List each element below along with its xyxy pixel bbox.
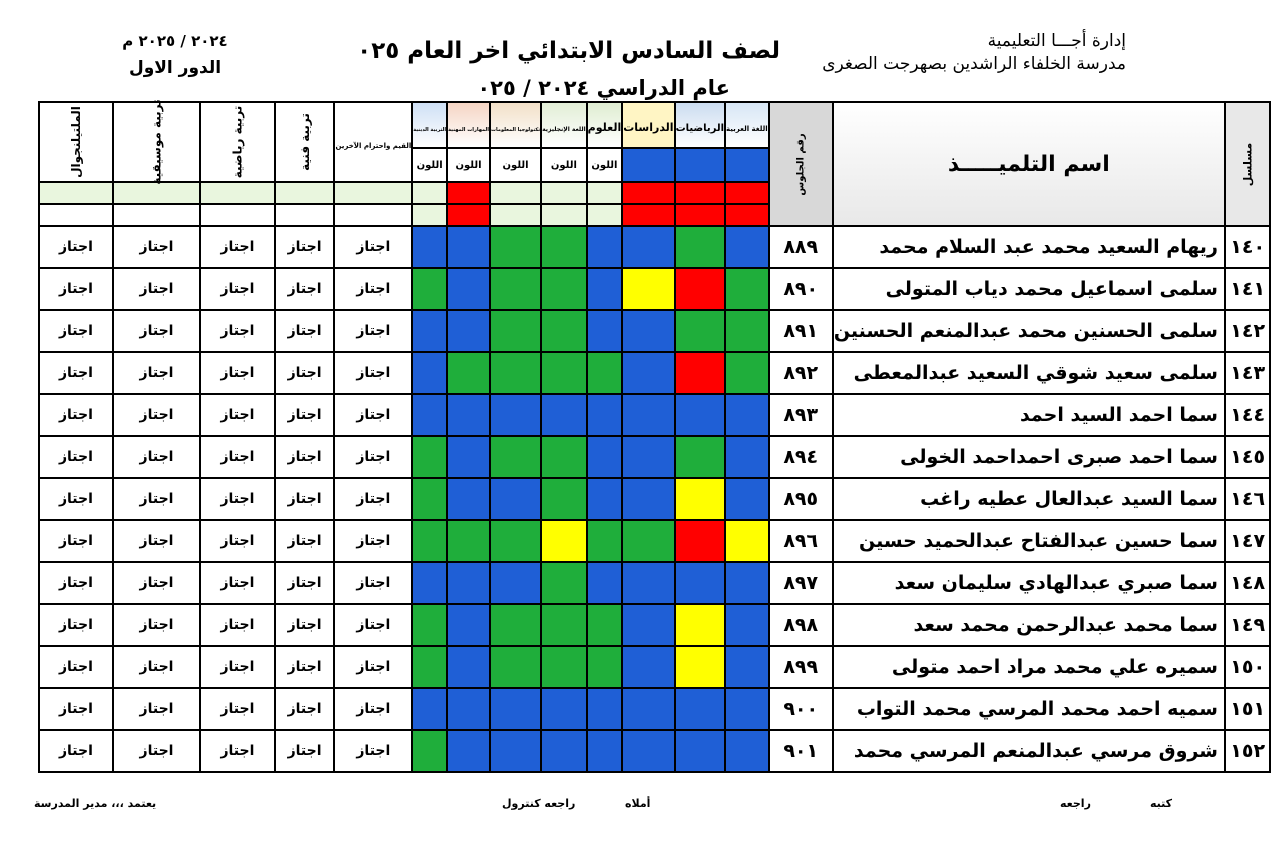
grade-color-cell	[587, 646, 623, 688]
grade-color-cell	[541, 688, 587, 730]
grade-color-cell	[725, 394, 769, 436]
grade-color-cell	[587, 268, 623, 310]
pass-status: اجتاز	[275, 562, 335, 604]
grade-color-cell	[541, 562, 587, 604]
footer-reviewed-control: راجعه كنترول	[502, 797, 576, 810]
grade-color-cell	[675, 310, 725, 352]
col-sports: تربية رياضية	[230, 105, 245, 179]
color-label: اللون	[447, 148, 490, 182]
seat-number: ٨٩٠	[769, 268, 833, 310]
grade-color-cell	[725, 436, 769, 478]
sheet-subtitle: عام الدراسي ٢٠٢٤ / ٠٢٥	[477, 76, 730, 100]
grade-color-cell	[622, 226, 674, 268]
grade-color-cell	[412, 562, 447, 604]
grade-color-cell	[725, 310, 769, 352]
pass-status: اجتاز	[334, 352, 412, 394]
grade-color-cell	[490, 436, 541, 478]
grade-color-cell	[541, 520, 587, 562]
grade-color-cell	[447, 478, 490, 520]
col-math: الرياضيات	[675, 122, 725, 134]
serial-number: ١٤٩	[1225, 604, 1271, 646]
pass-status: اجتاز	[200, 436, 275, 478]
grade-color-cell	[725, 562, 769, 604]
seat-number: ٨٩٤	[769, 436, 833, 478]
student-name: سما السيد عبدالعال عطيه راغب	[833, 478, 1225, 520]
grade-color-cell	[587, 562, 623, 604]
grade-color-cell	[490, 604, 541, 646]
color-label: اللون	[541, 148, 587, 182]
school-name: مدرسة الخلفاء الراشدين بصهرجت الصغرى	[822, 54, 1126, 74]
pass-status: اجتاز	[200, 478, 275, 520]
grade-color-cell	[587, 604, 623, 646]
grade-color-cell	[675, 562, 725, 604]
grade-color-cell	[490, 226, 541, 268]
pass-status: اجتاز	[39, 688, 113, 730]
serial-number: ١٤١	[1225, 268, 1271, 310]
grade-color-cell	[587, 436, 623, 478]
grade-color-cell	[675, 352, 725, 394]
grade-color-cell	[412, 352, 447, 394]
pass-status: اجتاز	[334, 520, 412, 562]
grade-color-cell	[675, 268, 725, 310]
serial-number: ١٥٠	[1225, 646, 1271, 688]
grade-color-cell	[622, 394, 674, 436]
col-arabic: اللغة العربية	[726, 124, 768, 133]
header-row	[39, 102, 1270, 148]
pass-status: اجتاز	[275, 310, 335, 352]
pass-status: اجتاز	[113, 478, 200, 520]
grade-color-cell	[447, 394, 490, 436]
color-label: اللون	[490, 148, 541, 182]
grade-color-cell	[412, 394, 447, 436]
grade-color-cell	[675, 478, 725, 520]
grade-color-cell	[412, 688, 447, 730]
grade-color-cell	[622, 604, 674, 646]
pass-status: اجتاز	[200, 520, 275, 562]
serial-number: ١٤٧	[1225, 520, 1271, 562]
footer-approved: يعتمد ،،، مدير المدرسة	[34, 797, 157, 810]
pass-status: اجتاز	[113, 730, 200, 772]
pass-status: اجتاز	[39, 562, 113, 604]
pass-status: اجتاز	[275, 520, 335, 562]
pass-status: اجتاز	[334, 226, 412, 268]
grade-color-cell	[412, 226, 447, 268]
grade-color-cell	[490, 478, 541, 520]
pass-status: اجتاز	[275, 730, 335, 772]
pass-status: اجتاز	[334, 730, 412, 772]
grade-color-cell	[412, 436, 447, 478]
grade-color-cell	[725, 478, 769, 520]
col-science: العلوم	[587, 120, 622, 134]
student-name: سلمى الحسنين محمد عبدالمنعم الحسنين	[833, 310, 1225, 352]
pass-status: اجتاز	[39, 268, 113, 310]
student-row	[39, 478, 1270, 520]
grade-color-cell	[587, 352, 623, 394]
grade-color-cell	[622, 310, 674, 352]
col-serial: مسلسل	[1241, 142, 1255, 186]
serial-number: ١٤٢	[1225, 310, 1271, 352]
grade-color-cell	[587, 226, 623, 268]
grade-color-cell	[447, 646, 490, 688]
student-row	[39, 352, 1270, 394]
student-row	[39, 730, 1270, 772]
grade-color-cell	[622, 646, 674, 688]
student-name: سميره علي محمد مراد احمد متولى	[833, 646, 1225, 688]
pass-status: اجتاز	[200, 688, 275, 730]
grade-color-cell	[447, 562, 490, 604]
grade-color-cell	[541, 604, 587, 646]
student-name: سلمى سعيد شوقي السعيد عبدالمعطى	[833, 352, 1225, 394]
pass-status: اجتاز	[113, 604, 200, 646]
grade-color-cell	[541, 268, 587, 310]
student-row	[39, 436, 1270, 478]
student-name: سما محمد عبدالرحمن محمد سعد	[833, 604, 1225, 646]
footer-written-by: كتبه	[1150, 797, 1173, 810]
pass-status: اجتاز	[200, 646, 275, 688]
grade-color-cell	[587, 688, 623, 730]
seat-number: ٨٩٨	[769, 604, 833, 646]
pass-status: اجتاز	[275, 226, 335, 268]
col-music: تربية موسيقية	[149, 99, 164, 185]
pass-status: اجتاز	[113, 394, 200, 436]
seat-number: ٩٠١	[769, 730, 833, 772]
grade-color-cell	[725, 730, 769, 772]
grade-color-cell	[447, 310, 490, 352]
grade-color-cell	[541, 310, 587, 352]
grade-color-cell	[725, 268, 769, 310]
grade-color-cell	[675, 604, 725, 646]
grade-color-cell	[622, 352, 674, 394]
student-name: سما احمد صبرى احمداحمد الخولى	[833, 436, 1225, 478]
pass-status: اجتاز	[200, 226, 275, 268]
pass-status: اجتاز	[200, 352, 275, 394]
pass-status: اجتاز	[334, 688, 412, 730]
pass-status: اجتاز	[113, 562, 200, 604]
pass-status: اجتاز	[200, 730, 275, 772]
grade-color-cell	[490, 646, 541, 688]
pass-status: اجتاز	[334, 268, 412, 310]
pass-status: اجتاز	[113, 688, 200, 730]
grade-color-cell	[490, 688, 541, 730]
pass-status: اجتاز	[334, 646, 412, 688]
pass-status: اجتاز	[39, 352, 113, 394]
serial-number: ١٤٦	[1225, 478, 1271, 520]
grade-color-cell	[490, 310, 541, 352]
pass-status: اجتاز	[200, 562, 275, 604]
grade-color-cell	[447, 268, 490, 310]
pass-status: اجتاز	[200, 604, 275, 646]
grade-color-cell	[622, 268, 674, 310]
seat-number: ٨٩٢	[769, 352, 833, 394]
grade-color-cell	[541, 730, 587, 772]
student-row	[39, 520, 1270, 562]
grade-color-cell	[622, 478, 674, 520]
grade-color-cell	[725, 520, 769, 562]
col-seat-number: رقم الجلوس	[795, 132, 807, 196]
pass-status: اجتاز	[275, 478, 335, 520]
administration-name: إدارة أجـــا التعليمية	[987, 31, 1126, 51]
grade-color-cell	[412, 310, 447, 352]
pass-status: اجتاز	[39, 730, 113, 772]
grade-color-cell	[412, 646, 447, 688]
grade-color-cell	[725, 646, 769, 688]
grade-color-cell	[675, 436, 725, 478]
grade-color-cell	[541, 436, 587, 478]
pass-status: اجتاز	[275, 352, 335, 394]
pass-status: اجتاز	[113, 268, 200, 310]
seat-number: ٨٩٣	[769, 394, 833, 436]
pass-status: اجتاز	[275, 604, 335, 646]
student-row	[39, 226, 1270, 268]
grade-color-cell	[447, 436, 490, 478]
grade-color-cell	[675, 688, 725, 730]
pass-status: اجتاز	[200, 310, 275, 352]
pass-status: اجتاز	[39, 478, 113, 520]
grade-color-cell	[490, 268, 541, 310]
serial-number: ١٤٣	[1225, 352, 1271, 394]
grade-color-cell	[412, 478, 447, 520]
serial-number: ١٤٠	[1225, 226, 1271, 268]
serial-number: ١٥١	[1225, 688, 1271, 730]
grade-color-cell	[675, 520, 725, 562]
grade-color-cell	[447, 730, 490, 772]
pass-status: اجتاز	[334, 604, 412, 646]
seat-number: ٨٩١	[769, 310, 833, 352]
grade-color-cell	[447, 352, 490, 394]
seat-number: ٨٨٩	[769, 226, 833, 268]
col-social: الدراسات	[623, 120, 674, 134]
grade-color-cell	[447, 520, 490, 562]
seat-number: ٨٩٦	[769, 520, 833, 562]
col-values: القيم واحترام الآخرين	[335, 141, 412, 150]
grade-color-cell	[412, 604, 447, 646]
col-student-name: اسم التلميـــــذ	[947, 151, 1110, 177]
pass-status: اجتاز	[39, 310, 113, 352]
results-table	[38, 101, 1271, 773]
academic-year: ٢٠٢٤ / ٢٠٢٥ م	[122, 32, 228, 50]
grade-color-cell	[675, 394, 725, 436]
grade-color-cell	[490, 562, 541, 604]
pass-status: اجتاز	[113, 520, 200, 562]
grade-color-cell	[447, 604, 490, 646]
serial-number: ١٤٨	[1225, 562, 1271, 604]
grade-color-cell	[622, 688, 674, 730]
col-multilingual: الملتيلنجوال	[68, 106, 83, 178]
pass-status: اجتاز	[113, 226, 200, 268]
grade-color-cell	[587, 394, 623, 436]
grade-color-cell	[725, 352, 769, 394]
student-name: سلمى اسماعيل محمد دياب المتولى	[833, 268, 1225, 310]
footer-dictated: أملاه	[625, 797, 651, 810]
grade-color-cell	[675, 730, 725, 772]
col-religion: التربية الدينية	[413, 126, 447, 133]
legend-cell	[675, 148, 725, 182]
grade-color-cell	[587, 520, 623, 562]
grade-color-cell	[541, 226, 587, 268]
grade-color-cell	[587, 478, 623, 520]
col-skills: المهارات المهنية	[448, 126, 489, 133]
pass-status: اجتاز	[334, 562, 412, 604]
student-name: شروق مرسي عبدالمنعم المرسي محمد	[833, 730, 1225, 772]
color-label: اللون	[412, 148, 447, 182]
pass-status: اجتاز	[334, 394, 412, 436]
student-name: سما احمد السيد احمد	[833, 394, 1225, 436]
student-row	[39, 268, 1270, 310]
grade-color-cell	[541, 394, 587, 436]
grade-color-cell	[587, 310, 623, 352]
pass-status: اجتاز	[113, 646, 200, 688]
sheet-title: لصف السادس الابتدائي اخر العام ٠٢٥	[357, 38, 780, 64]
student-row	[39, 562, 1270, 604]
student-name: سما حسين عبدالفتاح عبدالحميد حسين	[833, 520, 1225, 562]
grade-color-cell	[622, 730, 674, 772]
grade-color-cell	[412, 268, 447, 310]
legend-cell	[725, 148, 769, 182]
col-art: تربية فنية	[297, 113, 312, 171]
pass-status: اجتاز	[275, 268, 335, 310]
pass-status: اجتاز	[39, 646, 113, 688]
grade-color-cell	[412, 520, 447, 562]
grade-color-cell	[622, 520, 674, 562]
grade-color-cell	[447, 688, 490, 730]
pass-status: اجتاز	[113, 436, 200, 478]
grade-color-cell	[725, 226, 769, 268]
exam-round: الدور الاول	[128, 58, 222, 78]
grade-color-cell	[675, 646, 725, 688]
col-ict: تكنولوجيا المعلومات	[490, 126, 541, 133]
pass-status: اجتاز	[200, 394, 275, 436]
grade-color-cell	[490, 352, 541, 394]
student-name: سميه احمد محمد المرسي محمد التواب	[833, 688, 1225, 730]
pass-status: اجتاز	[200, 268, 275, 310]
pass-status: اجتاز	[39, 520, 113, 562]
grade-color-cell	[622, 562, 674, 604]
grade-color-cell	[447, 226, 490, 268]
student-row	[39, 688, 1270, 730]
pass-status: اجتاز	[275, 688, 335, 730]
grade-color-cell	[587, 730, 623, 772]
pass-status: اجتاز	[334, 436, 412, 478]
pass-status: اجتاز	[113, 310, 200, 352]
grade-color-cell	[541, 646, 587, 688]
pass-status: اجتاز	[275, 394, 335, 436]
serial-number: ١٥٢	[1225, 730, 1271, 772]
pass-status: اجتاز	[334, 310, 412, 352]
student-name: سما صبري عبدالهادي سليمان سعد	[833, 562, 1225, 604]
grade-color-cell	[541, 478, 587, 520]
serial-number: ١٤٤	[1225, 394, 1271, 436]
pass-status: اجتاز	[275, 646, 335, 688]
grade-color-cell	[490, 730, 541, 772]
pass-status: اجتاز	[334, 478, 412, 520]
col-english: اللغة الإنجليزية	[542, 125, 586, 133]
color-label: اللون	[587, 148, 623, 182]
grade-color-cell	[725, 688, 769, 730]
pass-status: اجتاز	[275, 436, 335, 478]
seat-number: ٨٩٥	[769, 478, 833, 520]
seat-number: ٩٠٠	[769, 688, 833, 730]
student-row	[39, 310, 1270, 352]
student-name: ريهام السعيد محمد عبد السلام محمد	[833, 226, 1225, 268]
student-row	[39, 394, 1270, 436]
pass-status: اجتاز	[113, 352, 200, 394]
pass-status: اجتاز	[39, 604, 113, 646]
pass-status: اجتاز	[39, 436, 113, 478]
student-row	[39, 604, 1270, 646]
footer-reviewed-by: راجعه	[1060, 797, 1091, 810]
pass-status: اجتاز	[39, 394, 113, 436]
pass-status: اجتاز	[39, 226, 113, 268]
seat-number: ٨٩٩	[769, 646, 833, 688]
grade-color-cell	[725, 604, 769, 646]
serial-number: ١٤٥	[1225, 436, 1271, 478]
grade-color-cell	[490, 394, 541, 436]
grade-color-cell	[675, 226, 725, 268]
seat-number: ٨٩٧	[769, 562, 833, 604]
legend-cell	[622, 148, 674, 182]
grade-color-cell	[490, 520, 541, 562]
grade-color-cell	[541, 352, 587, 394]
student-row	[39, 646, 1270, 688]
grade-color-cell	[622, 436, 674, 478]
grade-color-cell	[412, 730, 447, 772]
